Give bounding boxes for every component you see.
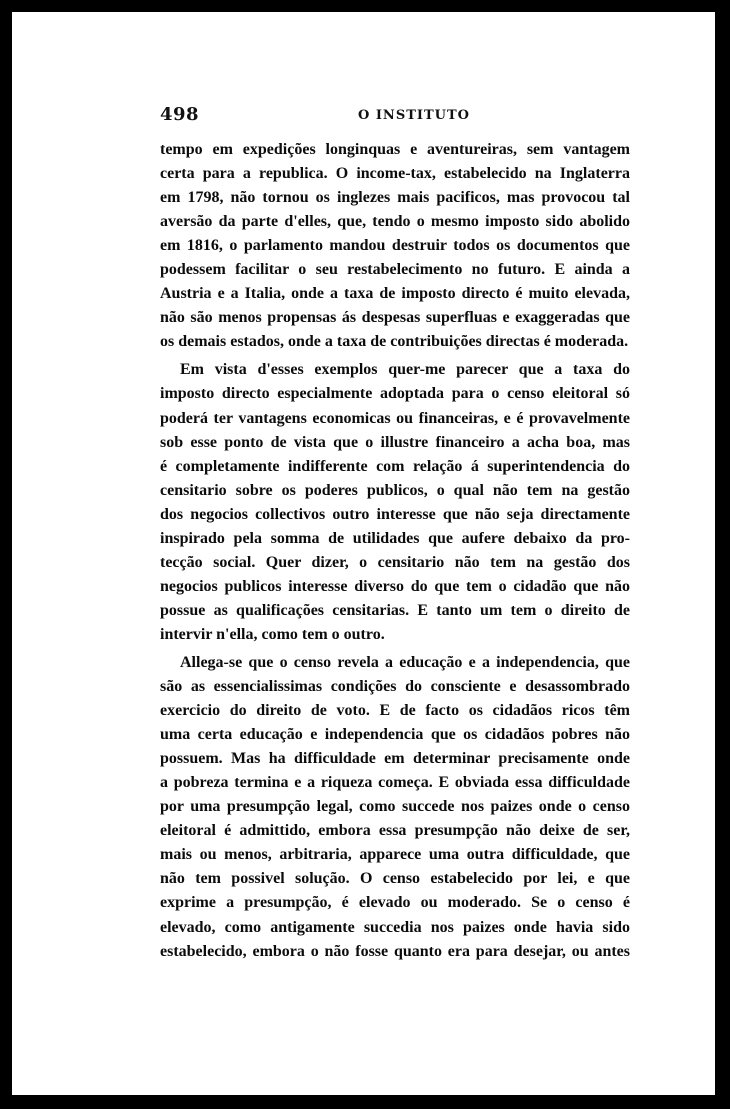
paragraph-1 — [160, 138, 630, 354]
text-line: negocios publicos interesse diverso do que tem o cidadão que não — [160, 577, 630, 595]
book-page — [12, 12, 715, 1095]
text-line: exercicio do direito de voto. E de facto os cidadãos ricos têm — [160, 702, 630, 720]
page-number: 498 — [160, 104, 200, 125]
text-line: tempo em expedições longinquas e aventureiras, sem vantagem — [160, 141, 630, 158]
text-line: estabelecido, embora o não fosse quanto era para desejar, ou antes — [160, 942, 630, 960]
text-line: possuem. Mas ha difficuldade em determinar precisamente onde — [160, 750, 630, 768]
text-line: em 1798, não tornou os inglezes mais pacificos, mas provocou tal — [160, 189, 630, 207]
text-line: imposto directo especialmente adoptada para o censo eleitoral só — [160, 385, 630, 403]
text-line: não tem possivel solução. O censo estabelecido por lei, e que — [160, 870, 630, 888]
text-line: é completamente indifferente com relação á superintendencia do — [160, 457, 630, 475]
text-line: elevado, como antigamente succedia nos paizes onde havia sido — [160, 918, 630, 936]
body-text — [160, 138, 630, 964]
text-line: sob esse ponto de vista que o illustre financeiro a acha boa, mas — [160, 433, 630, 451]
text-line: censitario sobre os poderes publicos, o qual não tem na gestão — [160, 481, 630, 499]
text-line: por uma presumpção legal, como succede nos paizes onde o censo — [160, 798, 630, 816]
paragraph-3 — [160, 651, 630, 964]
page-header — [160, 104, 640, 130]
text-line: Allega-se que o censo revela a educação e a independencia, que — [180, 653, 630, 671]
text-line: Austria e a Italia, onde a taxa de imposto directo é muito elevada, — [160, 285, 630, 303]
text-line: dos negocios collectivos outro interesse que não seja directamente — [160, 505, 630, 523]
text-line: poderá ter vantagens economicas ou financeiras, e é provavelmente — [160, 409, 630, 427]
running-head: O INSTITUTO — [358, 108, 470, 123]
text-line: em 1816, o parlamento mandou destruir todos os documentos que — [160, 237, 630, 255]
text-line: aversão da parte d'elles, que, tendo o mesmo imposto sido abolido — [160, 213, 630, 231]
text-line: certa para a republica. O income-tax, estabelecido na Inglaterra — [160, 165, 630, 183]
text-line: Em vista d'esses exemplos quer-me parecer que a taxa do — [180, 361, 630, 379]
text-line: não são menos propensas ás despesas superfluas e exaggeradas que — [160, 309, 630, 327]
text-line: a pobreza termina e a riqueza começa. E obviada essa difficuldade — [160, 774, 630, 792]
text-line: são as essencialissimas condições do consciente e desassombrado — [160, 678, 630, 696]
text-line: tecção social. Quer dizer, o censitario não tem na gestão dos — [160, 553, 630, 571]
text-line: inspirado pela somma de utilidades que aufere debaixo da pro- — [160, 529, 630, 547]
text-line: mais ou menos, arbitraria, apparece uma outra difficuldade, que — [160, 846, 630, 864]
text-line: uma certa educação e independencia que os cidadãos pobres não — [160, 726, 630, 744]
text-line: os demais estados, onde a taxa de contribuições directas é moderada. — [160, 333, 629, 351]
paragraph-2 — [160, 358, 630, 647]
text-line: exprime a presumpção, é elevado ou moderado. Se o censo é — [160, 894, 630, 912]
text-line: possue as qualificações censitarias. E tanto um tem o direito de — [160, 601, 630, 619]
text-line: eleitoral é admittido, embora essa presumpção não deixe de ser, — [160, 822, 630, 840]
text-line: intervir n'ella, como tem o outro. — [160, 625, 385, 643]
text-line: podessem facilitar o seu restabelecimento no futuro. E ainda a — [160, 261, 630, 279]
